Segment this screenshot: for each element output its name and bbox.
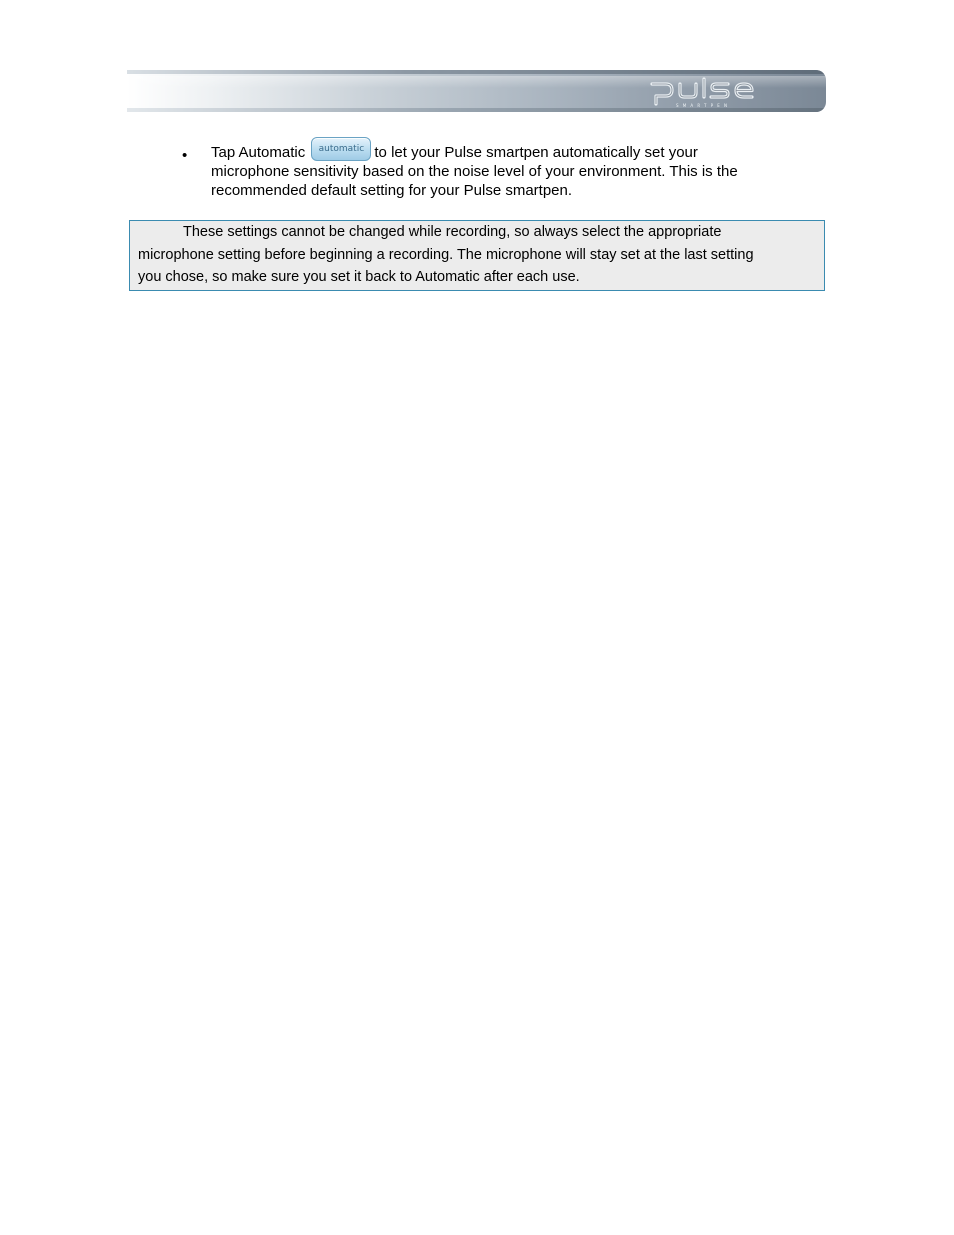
banner-top-edge — [127, 70, 826, 74]
bullet-line-1-after: to let your Pulse smartpen automatically set your — [374, 144, 698, 161]
note-box — [129, 220, 825, 291]
logo-subtext: SMARTPEN — [676, 103, 732, 108]
bullet-line-1 — [211, 138, 811, 162]
automatic-button[interactable]: automatic — [311, 137, 371, 161]
bullet-symbol: • — [182, 147, 188, 164]
bullet-line-2: microphone sensitivity based on the noise level of your environment. This is the — [211, 163, 738, 180]
note-line-1: These settings cannot be changed while recording, so always select the appropriate — [183, 224, 722, 240]
pulse-smartpen-logo — [648, 76, 766, 110]
bullet-text — [211, 138, 811, 200]
note-text — [138, 221, 818, 289]
note-line-2: microphone setting before beginning a recording. The microphone will stay set at the last setting — [138, 246, 754, 263]
bullet-line-3: recommended default setting for your Pulse smartpen. — [211, 182, 573, 199]
bullet-line-1-before: Tap Automatic — [211, 144, 306, 161]
note-line-3: you chose, so make sure you set it back to Automatic after each use. — [138, 269, 580, 285]
header-banner — [127, 70, 826, 112]
